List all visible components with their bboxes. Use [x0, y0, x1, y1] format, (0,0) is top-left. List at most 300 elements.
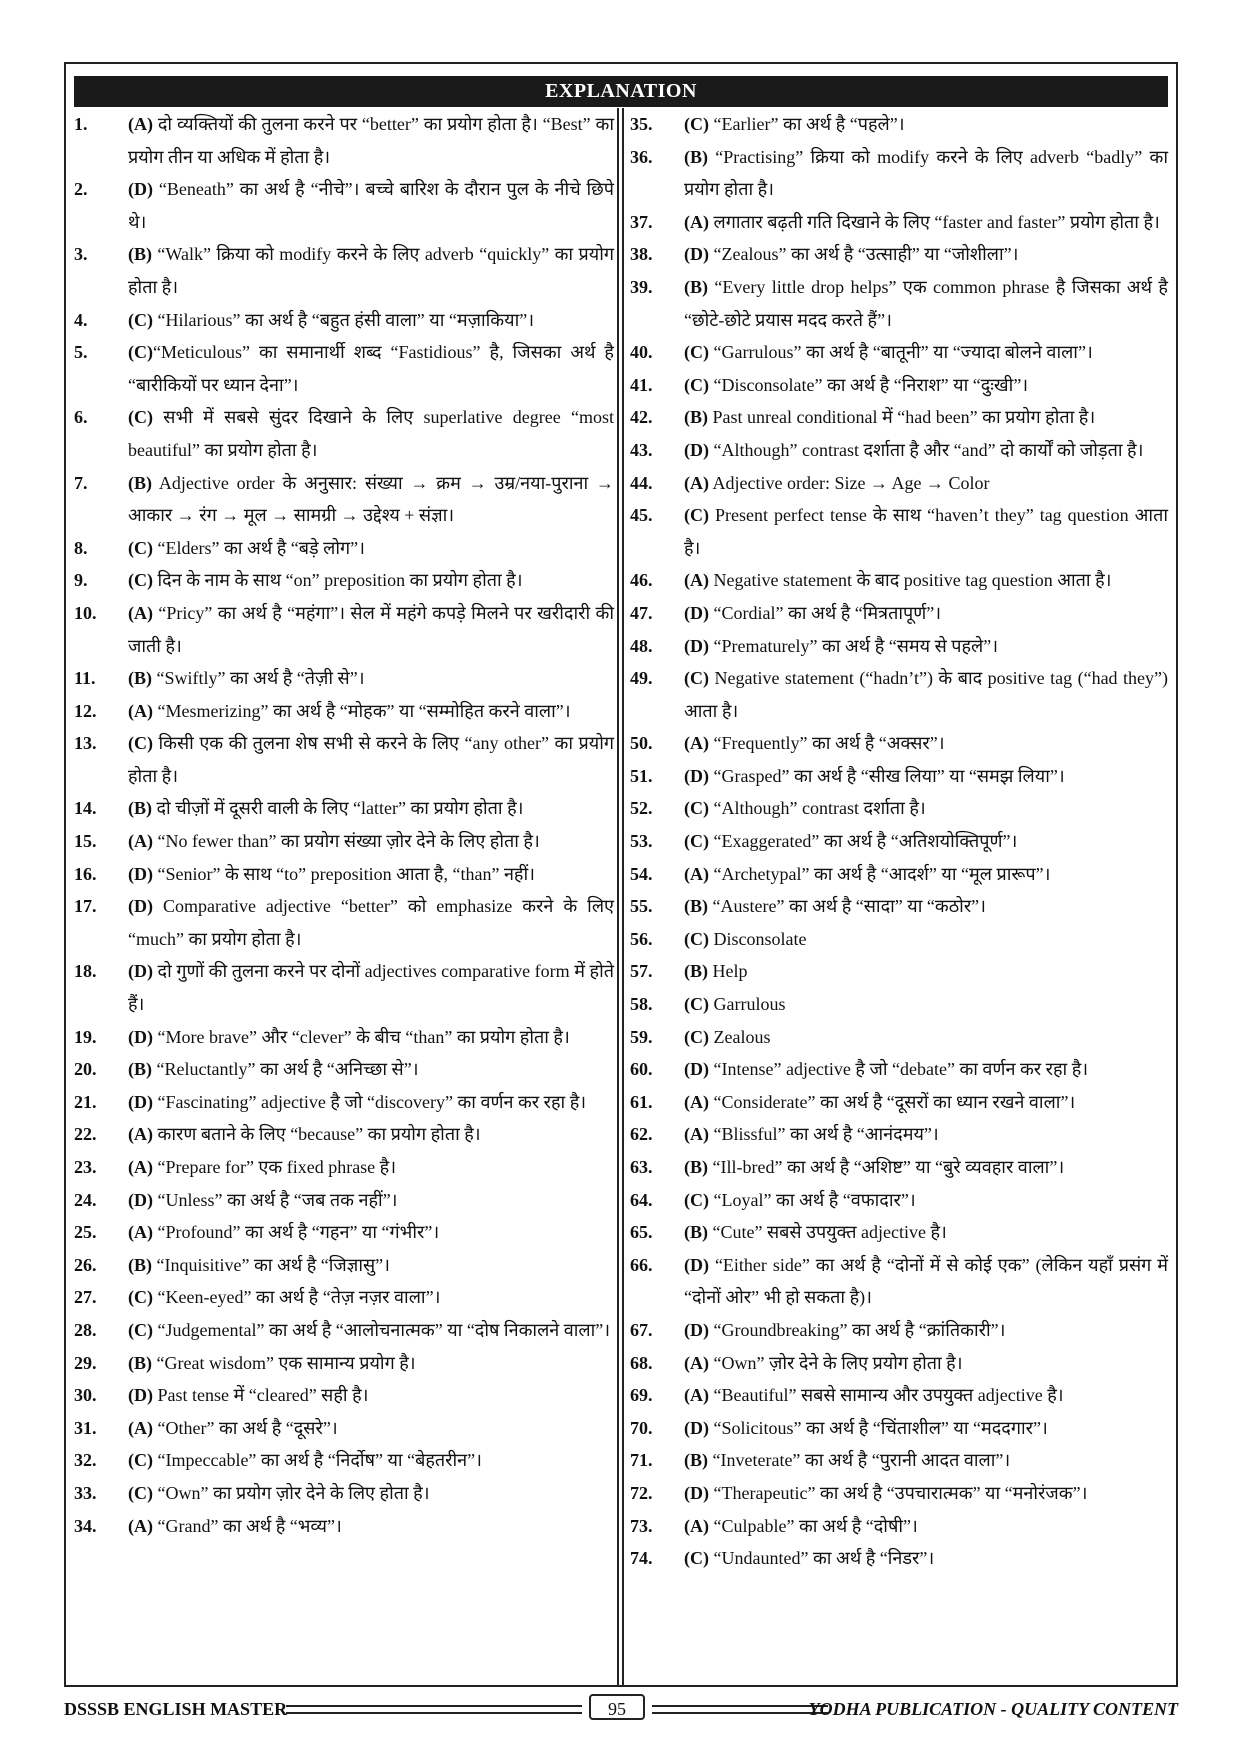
- item-number: 63.: [630, 1157, 653, 1177]
- explanation-item: [630, 1086, 1168, 1119]
- item-number: 57.: [630, 961, 653, 982]
- explanation-item: [630, 1118, 1168, 1151]
- item-text: [128, 1053, 614, 1086]
- answer-option: (C): [684, 831, 709, 852]
- explanation-text: “Beneath” का अर्थ है “नीचे”। बच्चे बारिश के दौरान पुल के नीचे छिपे थे।: [128, 179, 614, 232]
- item-text: [128, 1412, 614, 1445]
- answer-option: (D): [128, 1026, 153, 1047]
- item-number: 4.: [74, 309, 88, 330]
- item-number: 23.: [74, 1157, 97, 1177]
- explanation-item: [74, 597, 614, 662]
- answer-option: (C): [128, 407, 153, 428]
- explanation-item: [630, 1510, 1168, 1543]
- explanation-item: [74, 1347, 614, 1380]
- answer-option: (B): [684, 896, 708, 917]
- explanation-text: “Prepare for” एक fixed phrase है।: [153, 1157, 397, 1177]
- explanation-text: “Cute” सबसे उपयुक्त adjective है।: [708, 1222, 947, 1243]
- item-number: 51.: [630, 765, 653, 786]
- item-text: [128, 1444, 614, 1477]
- explanation-text: दो व्यक्तियों की तुलना करने पर “better” का प्रयोग होता है। “Best” का प्रयोग तीन या अधिक में होता है।: [128, 114, 614, 167]
- explanation-text: “Undaunted” का अर्थ है “निडर”।: [709, 1548, 935, 1569]
- explanation-text: किसी एक की तुलना शेष सभी से करने के लिए “any other” का प्रयोग होता है।: [128, 733, 614, 786]
- item-text: [684, 760, 1168, 793]
- explanation-text: “Fascinating” adjective है जो “discovery” का वर्णन कर रहा है।: [153, 1091, 587, 1112]
- answer-option: (A): [684, 1352, 709, 1373]
- explanation-item: [74, 1477, 614, 1510]
- answer-option: (C): [128, 1450, 153, 1471]
- explanation-text: “Cordial” का अर्थ है “मित्रतापूर्ण”।: [709, 602, 942, 623]
- item-number: 60.: [630, 1059, 653, 1080]
- answer-option: (D): [684, 602, 709, 623]
- item-number: 27.: [74, 1287, 97, 1308]
- explanation-item: [74, 1444, 614, 1477]
- explanation-text: “Walk” क्रिया को modify करने के लिए adverb “quickly” का प्रयोग होता है।: [128, 244, 614, 297]
- item-number: 5.: [74, 342, 88, 363]
- explanation-item: [74, 467, 614, 532]
- explanation-text: “Although” contrast दर्शाता है।: [709, 798, 926, 819]
- explanation-item: [630, 1347, 1168, 1380]
- item-text: [684, 890, 1168, 923]
- answer-option: (A): [684, 1124, 709, 1145]
- item-number: 66.: [630, 1254, 653, 1275]
- item-text: [684, 825, 1168, 858]
- explanation-text: “Either side” का अर्थ है “दोनों में से कोई एक” (लेकिन यहाँ प्रसंग में “दोनों ओर” भी हो सकता है)।: [684, 1254, 1168, 1308]
- item-number: 28.: [74, 1319, 97, 1340]
- explanation-text: “Pricy” का अर्थ है “महंगा”। सेल में महंगे कपड़े मिलने पर खरीदारी की जाती है।: [128, 602, 614, 656]
- item-number: 13.: [74, 733, 97, 754]
- answer-option: (C): [128, 1482, 153, 1503]
- explanation-item: [630, 858, 1168, 891]
- explanation-item: [74, 1249, 614, 1282]
- answer-option: (D): [684, 439, 709, 460]
- page-number: 95: [589, 1694, 645, 1720]
- explanation-item: [630, 1379, 1168, 1412]
- explanation-text: Help: [708, 961, 748, 982]
- item-number: 9.: [74, 570, 88, 591]
- explanation-item: [630, 141, 1168, 206]
- explanation-item: [74, 955, 614, 1020]
- item-number: 12.: [74, 700, 97, 721]
- explanation-text: Past unreal conditional में “had been” का प्रयोग होता है।: [708, 407, 1096, 428]
- answer-option: (A): [684, 570, 709, 591]
- item-number: 19.: [74, 1026, 97, 1047]
- answer-option: (B): [684, 961, 708, 982]
- explanation-item: [630, 1249, 1168, 1314]
- explanation-text: “More brave” और “clever” के बीच “than” का प्रयोग होता है।: [153, 1026, 570, 1047]
- explanation-text: “Great wisdom” एक सामान्य प्रयोग है।: [152, 1352, 416, 1373]
- item-number: 34.: [74, 1515, 97, 1536]
- explanation-item: [630, 1151, 1168, 1184]
- answer-option: (A): [684, 211, 709, 232]
- answer-option: (A): [684, 733, 709, 754]
- item-text: [128, 825, 614, 858]
- item-number: 38.: [630, 244, 653, 265]
- answer-option: (A): [128, 114, 153, 134]
- answer-option: (A): [684, 1385, 709, 1406]
- explanation-item: [74, 825, 614, 858]
- explanation-item: [630, 401, 1168, 434]
- answer-option: (B): [128, 244, 152, 265]
- item-number: 52.: [630, 798, 653, 819]
- item-number: 7.: [74, 472, 88, 493]
- item-number: 48.: [630, 635, 653, 656]
- left-column: [74, 108, 614, 1542]
- explanation-item: [630, 988, 1168, 1021]
- explanation-text: Negative statement के बाद positive tag question आता है।: [709, 570, 1112, 591]
- item-text: [684, 630, 1168, 663]
- answer-option: (B): [128, 668, 152, 689]
- item-number: 11.: [74, 668, 96, 689]
- answer-option: (B): [128, 798, 152, 819]
- answer-option: (C): [684, 505, 709, 526]
- item-number: 68.: [630, 1352, 653, 1373]
- explanation-text: Disconsolate: [709, 928, 807, 949]
- answer-option: (A): [128, 1417, 153, 1438]
- explanation-item: [74, 336, 614, 401]
- item-number: 20.: [74, 1059, 97, 1080]
- item-text: [684, 858, 1168, 891]
- answer-option: (C): [128, 1319, 153, 1340]
- explanation-text: लगातार बढ़ती गति दिखाने के लिए “faster and faster” प्रयोग होता है।: [709, 211, 1160, 232]
- item-text: [684, 1477, 1168, 1510]
- footer-rule-left: [286, 1705, 582, 1714]
- answer-option: (D): [684, 244, 709, 265]
- answer-option: (B): [684, 146, 708, 167]
- item-number: 21.: [74, 1091, 97, 1112]
- explanation-text: “Own” का प्रयोग ज़ोर देने के लिए होता है।: [153, 1482, 430, 1503]
- explanation-text: Adjective order: Size → Age → Color: [709, 472, 990, 493]
- item-text: [128, 1347, 614, 1380]
- explanation-text: “Ill-bred” का अर्थ है “अशिष्ट” या “बुरे व्यवहार वाला”।: [708, 1157, 1065, 1177]
- item-number: 30.: [74, 1385, 97, 1406]
- item-number: 44.: [630, 472, 653, 493]
- item-text: [128, 336, 614, 401]
- answer-option: (B): [128, 1254, 152, 1275]
- item-text: [684, 1412, 1168, 1445]
- answer-option: (A): [128, 700, 153, 721]
- item-text: [128, 1021, 614, 1054]
- explanation-text: “Intense” adjective है जो “debate” का वर्णन कर रहा है।: [709, 1059, 1089, 1080]
- item-text: [128, 955, 614, 1020]
- answer-option: (D): [684, 1417, 709, 1438]
- explanation-text: “Frequently” का अर्थ है “अक्सर”।: [709, 733, 945, 754]
- explanation-text: दो गुणों की तुलना करने पर दोनों adjectives comparative form में होते हैं।: [128, 961, 614, 1015]
- item-text: [684, 1216, 1168, 1249]
- answer-option: (C): [128, 570, 153, 591]
- item-text: [128, 1249, 614, 1282]
- explanation-item: [630, 108, 1168, 141]
- answer-option: (B): [684, 1222, 708, 1243]
- explanation-item: [74, 1379, 614, 1412]
- explanation-text: “Senior” के साथ “to” preposition आता है, “than” नहीं।: [153, 863, 535, 884]
- item-text: [128, 304, 614, 337]
- item-number: 35.: [630, 114, 653, 134]
- explanation-text: “Solicitous” का अर्थ है “चिंताशील” या “मददगार”।: [709, 1417, 1048, 1438]
- explanation-text: “Practising” क्रिया को modify करने के लिए adverb “badly” का प्रयोग होता है।: [684, 146, 1168, 200]
- answer-option: (B): [684, 276, 708, 297]
- explanation-text: “Blissful” का अर्थ है “आनंदमय”।: [709, 1124, 939, 1145]
- explanation-text: “Considerate” का अर्थ है “दूसरों का ध्यान रखने वाला”।: [709, 1091, 1076, 1112]
- answer-option: (C): [128, 309, 153, 330]
- column-divider: [617, 108, 624, 1687]
- explanation-text: “Impeccable” का अर्थ है “निर्दोष” या “बेहतरीन”।: [153, 1450, 482, 1471]
- answer-option: (C): [684, 668, 709, 689]
- explanation-item: [630, 1314, 1168, 1347]
- answer-option: (A): [684, 1091, 709, 1112]
- explanation-item: [630, 1477, 1168, 1510]
- answer-option: (C): [684, 1548, 709, 1569]
- item-text: [128, 890, 614, 955]
- explanation-text: “Loyal” का अर्थ है “वफादार”।: [709, 1189, 916, 1210]
- item-text: [128, 792, 614, 825]
- answer-option: (C): [684, 928, 709, 949]
- item-text: [684, 1347, 1168, 1380]
- item-text: [128, 1281, 614, 1314]
- explanation-item: [74, 695, 614, 728]
- footer-book-title: DSSSB ENGLISH MASTER: [64, 1699, 288, 1719]
- explanation-item: [630, 955, 1168, 988]
- answer-option: (C): [128, 537, 153, 558]
- item-number: 16.: [74, 863, 97, 884]
- explanation-text: कारण बताने के लिए “because” का प्रयोग होता है।: [153, 1124, 481, 1145]
- item-number: 17.: [74, 896, 97, 917]
- answer-option: (C): [684, 994, 709, 1015]
- explanation-item: [630, 727, 1168, 760]
- answer-option: (A): [128, 1222, 153, 1243]
- explanation-item: [630, 923, 1168, 956]
- answer-option: (D): [128, 1189, 153, 1210]
- explanation-text: “Earlier” का अर्थ है “पहले”।: [709, 114, 905, 134]
- item-number: 2.: [74, 179, 88, 200]
- item-number: 18.: [74, 961, 97, 982]
- item-text: [684, 923, 1168, 956]
- explanation-text: “Inveterate” का अर्थ है “पुरानी आदत वाला”।: [708, 1450, 1011, 1471]
- explanation-item: [74, 1086, 614, 1119]
- explanation-item: [630, 792, 1168, 825]
- explanation-item: [630, 206, 1168, 239]
- explanation-item: [74, 1184, 614, 1217]
- item-text: [684, 206, 1168, 239]
- explanation-text: “Elders” का अर्थ है “बड़े लोग”।: [153, 537, 365, 558]
- item-number: 8.: [74, 537, 88, 558]
- explanation-text: Past tense में “cleared” सही है।: [153, 1385, 369, 1406]
- explanation-text: “Zealous” का अर्थ है “उत्साही” या “जोशीला”।: [709, 244, 1019, 265]
- item-number: 64.: [630, 1189, 653, 1210]
- explanation-text: “Grand” का अर्थ है “भव्य”।: [153, 1515, 342, 1536]
- item-number: 72.: [630, 1482, 653, 1503]
- explanation-item: [74, 564, 614, 597]
- item-number: 24.: [74, 1189, 97, 1210]
- item-text: [128, 1086, 614, 1119]
- item-number: 15.: [74, 831, 97, 852]
- item-number: 67.: [630, 1319, 653, 1340]
- explanation-text: “Garrulous” का अर्थ है “बातूनी” या “ज्यादा बोलने वाला”।: [709, 342, 1093, 363]
- footer-rule-right: [652, 1705, 828, 1714]
- item-text: [128, 1184, 614, 1217]
- answer-option: (C): [684, 114, 709, 134]
- explanation-text: “Other” का अर्थ है “दूसरे”।: [153, 1417, 338, 1438]
- item-number: 56.: [630, 928, 653, 949]
- explanation-item: [74, 727, 614, 792]
- explanation-text: Garrulous: [709, 994, 786, 1015]
- item-number: 55.: [630, 896, 653, 917]
- item-text: [684, 336, 1168, 369]
- answer-option: (D): [684, 1059, 709, 1080]
- explanation-item: [630, 434, 1168, 467]
- explanation-item: [630, 630, 1168, 663]
- item-text: [128, 238, 614, 303]
- item-number: 49.: [630, 668, 653, 689]
- explanation-text: “Although” contrast दर्शाता है और “and” दो कार्यों को जोड़ता है।: [709, 439, 1144, 460]
- item-text: [128, 564, 614, 597]
- explanation-item: [74, 662, 614, 695]
- item-text: [684, 499, 1168, 564]
- item-number: 65.: [630, 1222, 653, 1243]
- answer-option: (C): [684, 1189, 709, 1210]
- item-text: [684, 988, 1168, 1021]
- item-number: 40.: [630, 342, 653, 363]
- answer-option: (A): [128, 1515, 153, 1536]
- item-number: 6.: [74, 407, 88, 428]
- explanation-text: “Swiftly” का अर्थ है “तेज़ी से”।: [152, 668, 365, 689]
- explanation-item: [630, 369, 1168, 402]
- item-text: [684, 955, 1168, 988]
- item-number: 33.: [74, 1482, 97, 1503]
- answer-option: (B): [684, 1157, 708, 1177]
- footer: [64, 1693, 1178, 1723]
- explanation-text: “Beautiful” सबसे सामान्य और उपयुक्त adjective है।: [709, 1385, 1064, 1406]
- item-text: [128, 1151, 614, 1184]
- explanation-item: [74, 304, 614, 337]
- item-text: [684, 1021, 1168, 1054]
- item-number: 29.: [74, 1352, 97, 1373]
- explanation-text: “Culpable” का अर्थ है “दोषी”।: [709, 1515, 918, 1536]
- answer-option: (A): [128, 1157, 153, 1177]
- item-number: 32.: [74, 1450, 97, 1471]
- explanation-text: “Mesmerizing” का अर्थ है “मोहक” या “सम्मोहित करने वाला”।: [153, 700, 571, 721]
- explanation-text: “Every little drop helps” एक common phrase है जिसका अर्थ है “छोटे-छोटे प्रयास मदद करते हैं”।: [684, 276, 1168, 330]
- item-number: 10.: [74, 602, 97, 623]
- item-text: [684, 369, 1168, 402]
- explanation-text: “Own” ज़ोर देने के लिए प्रयोग होता है।: [709, 1352, 963, 1373]
- answer-option: (A): [128, 602, 153, 623]
- answer-option: (A): [684, 472, 709, 493]
- explanation-text: दो चीज़ों में दूसरी वाली के लिए “latter” का प्रयोग होता है।: [152, 798, 524, 819]
- item-number: 31.: [74, 1417, 97, 1438]
- item-text: [128, 858, 614, 891]
- answer-option: (A): [128, 1124, 153, 1145]
- item-text: [684, 1086, 1168, 1119]
- item-text: [684, 1510, 1168, 1543]
- explanation-item: [74, 1216, 614, 1249]
- explanation-item: [630, 1184, 1168, 1217]
- explanation-text: Zealous: [709, 1026, 771, 1047]
- item-text: [684, 1379, 1168, 1412]
- explanation-text: “Austere” का अर्थ है “सादा” या “कठोर”।: [708, 896, 986, 917]
- explanation-item: [74, 1118, 614, 1151]
- right-column: [630, 108, 1168, 1575]
- explanation-text: Adjective order के अनुसार: संख्या → क्रम → उम्र/नया-पुराना → आकार → रंग → मूल → सामग्री → उद्देश्य + संज्ञा।: [128, 472, 614, 526]
- explanation-text: “Therapeutic” का अर्थ है “उपचारात्मक” या “मनोरंजक”।: [709, 1482, 1088, 1503]
- footer-publisher: YODHA PUBLICATION - QUALITY CONTENT: [808, 1699, 1178, 1719]
- explanation-item: [630, 467, 1168, 500]
- explanation-text: “Disconsolate” का अर्थ है “निराश” या “दुःखी”।: [709, 374, 1029, 395]
- explanation-item: [630, 760, 1168, 793]
- explanation-item: [74, 890, 614, 955]
- answer-option: (C): [128, 342, 153, 363]
- item-number: 36.: [630, 146, 653, 167]
- item-text: [128, 173, 614, 238]
- explanation-text: “Prematurely” का अर्थ है “समय से पहले”।: [709, 635, 999, 656]
- explanation-item: [630, 1412, 1168, 1445]
- answer-option: (D): [128, 1385, 153, 1406]
- item-text: [684, 141, 1168, 206]
- item-text: [128, 695, 614, 728]
- item-number: 1.: [74, 114, 88, 134]
- item-number: 43.: [630, 439, 653, 460]
- answer-option: (B): [684, 1450, 708, 1471]
- item-number: 3.: [74, 244, 88, 265]
- explanation-item: [630, 1021, 1168, 1054]
- item-text: [128, 1314, 614, 1347]
- item-number: 39.: [630, 276, 653, 297]
- answer-option: (A): [684, 1515, 709, 1536]
- item-number: 74.: [630, 1548, 653, 1569]
- answer-option: (D): [128, 896, 153, 917]
- item-text: [684, 662, 1168, 727]
- answer-option: (B): [684, 407, 708, 428]
- answer-option: (D): [684, 1319, 709, 1340]
- explanation-text: “Reluctantly” का अर्थ है “अनिच्छा से”।: [152, 1059, 419, 1080]
- item-text: [684, 1542, 1168, 1575]
- item-number: 41.: [630, 374, 653, 395]
- item-text: [128, 1216, 614, 1249]
- item-number: 25.: [74, 1222, 97, 1243]
- explanation-text: “Meticulous” का समानार्थी शब्द “Fastidious” है, जिसका अर्थ है “बारीकियों पर ध्यान देना”।: [128, 342, 614, 395]
- answer-option: (B): [128, 1059, 152, 1080]
- explanation-item: [74, 1021, 614, 1054]
- explanation-text: “Profound” का अर्थ है “गहन” या “गंभीर”।: [153, 1222, 440, 1243]
- item-text: [684, 401, 1168, 434]
- item-text: [684, 1118, 1168, 1151]
- item-text: [684, 434, 1168, 467]
- explanation-item: [630, 1053, 1168, 1086]
- explanation-text: “Exaggerated” का अर्थ है “अतिशयोक्तिपूर्ण”।: [709, 831, 1018, 852]
- item-number: 42.: [630, 407, 653, 428]
- item-number: 54.: [630, 863, 653, 884]
- explanation-item: [74, 1412, 614, 1445]
- item-number: 61.: [630, 1091, 653, 1112]
- item-text: [128, 467, 614, 532]
- item-number: 46.: [630, 570, 653, 591]
- explanation-item: [74, 401, 614, 466]
- explanation-item: [74, 1510, 614, 1543]
- item-text: [684, 1151, 1168, 1184]
- item-text: [684, 1249, 1168, 1314]
- answer-option: (B): [128, 472, 152, 493]
- answer-option: (C): [128, 733, 153, 754]
- section-header: EXPLANATION: [74, 76, 1168, 107]
- explanation-item: [74, 532, 614, 565]
- answer-option: (C): [684, 342, 709, 363]
- explanation-item: [630, 1444, 1168, 1477]
- item-text: [128, 108, 614, 173]
- item-number: 45.: [630, 505, 653, 526]
- explanation-text: Present perfect tense के साथ “haven’t they” tag question आता है।: [684, 505, 1168, 558]
- item-number: 14.: [74, 798, 97, 819]
- item-number: 50.: [630, 733, 653, 754]
- answer-option: (D): [128, 1091, 153, 1112]
